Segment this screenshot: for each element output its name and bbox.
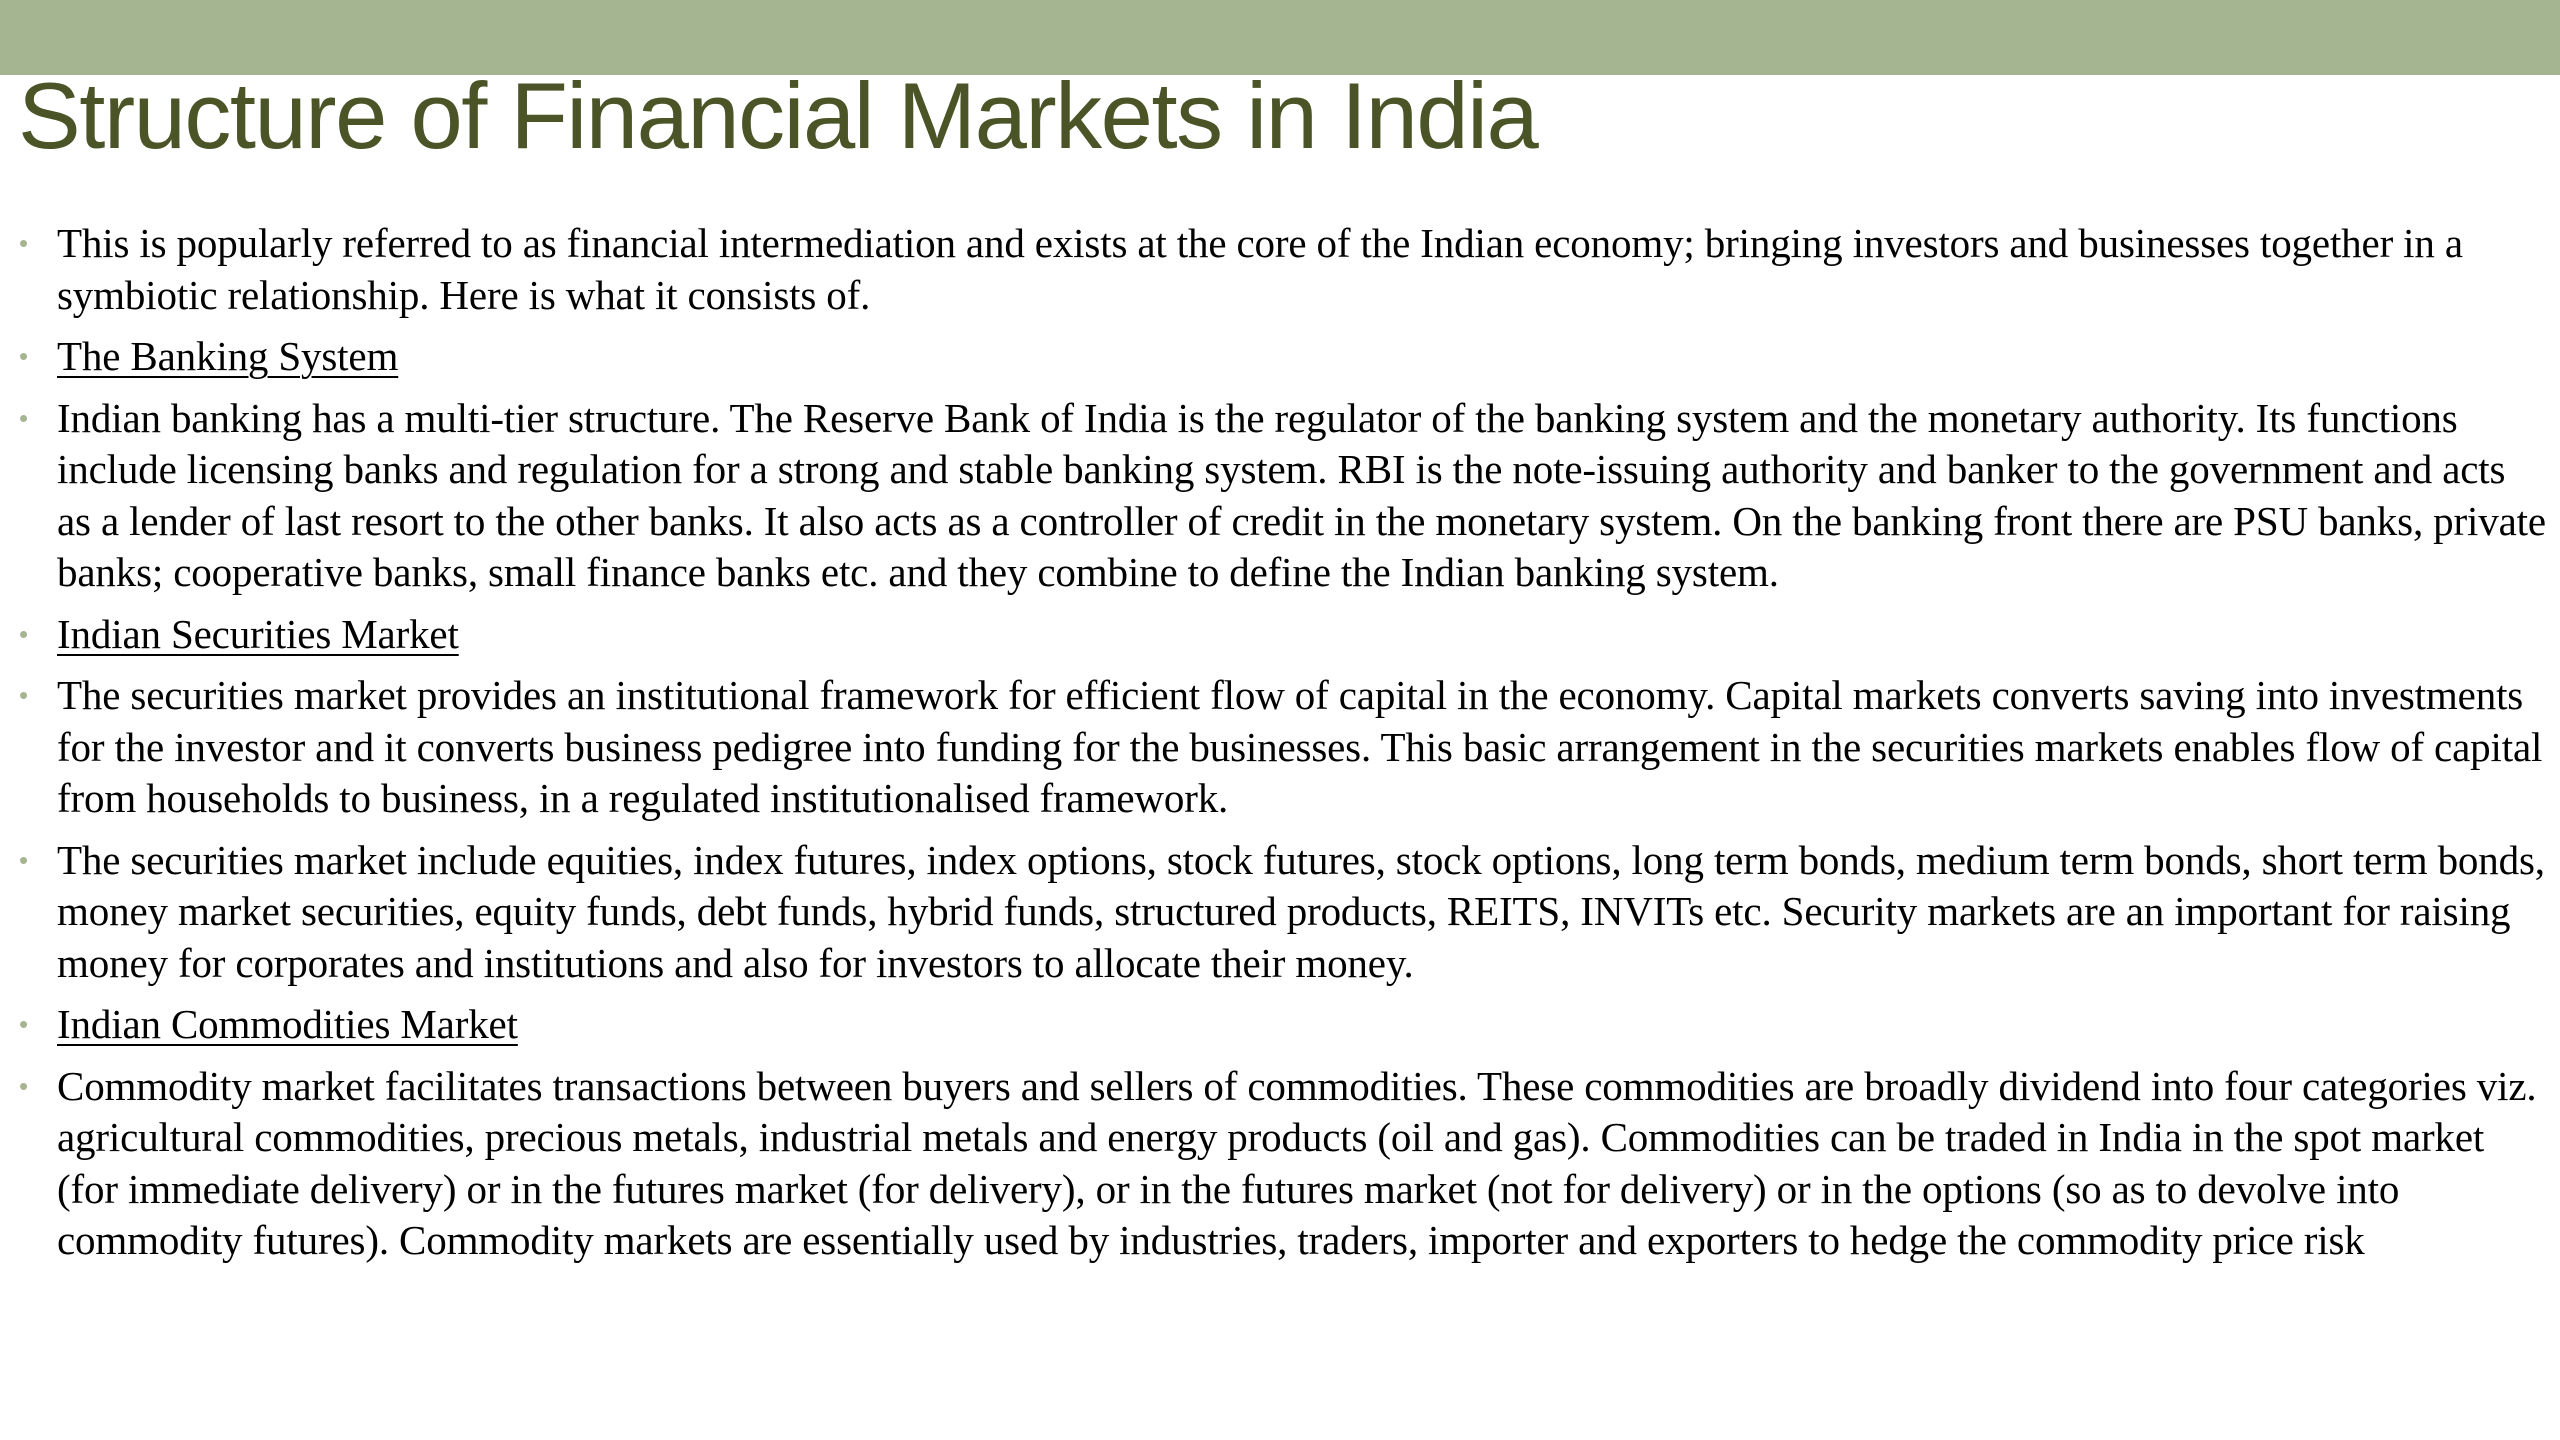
bullet-item-securities-body bbox=[0, 670, 2560, 825]
bullet-dot-icon: • bbox=[19, 341, 28, 371]
bullet-dot-icon: • bbox=[19, 1009, 28, 1039]
bullet-text: The securities market include equities, index futures, index options, stock futures, stock options, long term bonds, medium term bonds, short term bonds, money market securities, equity funds, debt funds, hybrid funds, structured products, REITS, INVITs etc. Security markets are an important for raising money for corporates and institutions and also for investors to allocate their money. bbox=[57, 836, 2545, 986]
bullet-list bbox=[0, 218, 2560, 1277]
bullet-item-commodities-heading bbox=[0, 999, 2560, 1051]
bullet-dot-icon: • bbox=[19, 618, 28, 649]
bullet-item-securities-heading bbox=[0, 609, 2560, 661]
bullet-item-securities-instruments bbox=[0, 835, 2560, 990]
section-heading: Indian Commodities Market bbox=[57, 1001, 518, 1047]
bullet-text: Indian banking has a multi-tier structure. The Reserve Bank of India is the regulator of the banking system and the monetary authority. Its functions include licensing banks and regulation for a strong and stable banking system. RBI is the note-issuing authority and banker to the government and acts as a lender of last resort to the other banks. It also acts as a controller of credit in the monetary system. On the banking front there are PSU banks, private banks; cooperative banks, small finance banks etc. and they combine to define the Indian banking system. bbox=[57, 394, 2546, 595]
bullet-text: This is popularly referred to as financial intermediation and exists at the core of the Indian economy; bringing investors and businesses together in a symbiotic relationship. Here is what it consists of. bbox=[57, 220, 2463, 318]
bullet-dot-icon: • bbox=[19, 844, 28, 875]
bullet-item-banking-heading bbox=[0, 331, 2560, 383]
bullet-text: Commodity market facilitates transactions between buyers and sellers of commodities. These commodities are broadly dividend into four categories viz. agricultural commodities, precious metals, industrial metals and energy products (oil and gas). Commodities can be traded in India in the spot market (for immediate delivery) or in the futures market (for delivery), or in the futures market (not for delivery) or in the options (so as to devolve into commodity futures). Commodity markets are essentially used by industries, traders, importer and exporters to hedge the commodity price risk bbox=[57, 1062, 2537, 1263]
slide-title: Structure of Financial Markets in India bbox=[18, 63, 1538, 168]
bullet-dot-icon: • bbox=[19, 1070, 28, 1101]
bullet-dot-icon: • bbox=[19, 402, 28, 433]
section-heading: The Banking System bbox=[57, 333, 399, 379]
bullet-dot-icon: • bbox=[19, 228, 28, 258]
bullet-dot-icon: • bbox=[19, 680, 28, 710]
bullet-text: The securities market provides an institutional framework for efficient flow of capital in the economy. Capital markets converts saving into investments for the investor and it converts business pedigree into funding for the businesses. This basic arrangement in the securities markets enables flow of capital from households to business, in a regulated institutionalised framework. bbox=[57, 672, 2543, 821]
bullet-item-banking-body bbox=[0, 393, 2560, 599]
bullet-item-commodities-body bbox=[0, 1061, 2560, 1267]
bullet-item-intro bbox=[0, 218, 2560, 321]
section-heading: Indian Securities Market bbox=[57, 610, 459, 657]
